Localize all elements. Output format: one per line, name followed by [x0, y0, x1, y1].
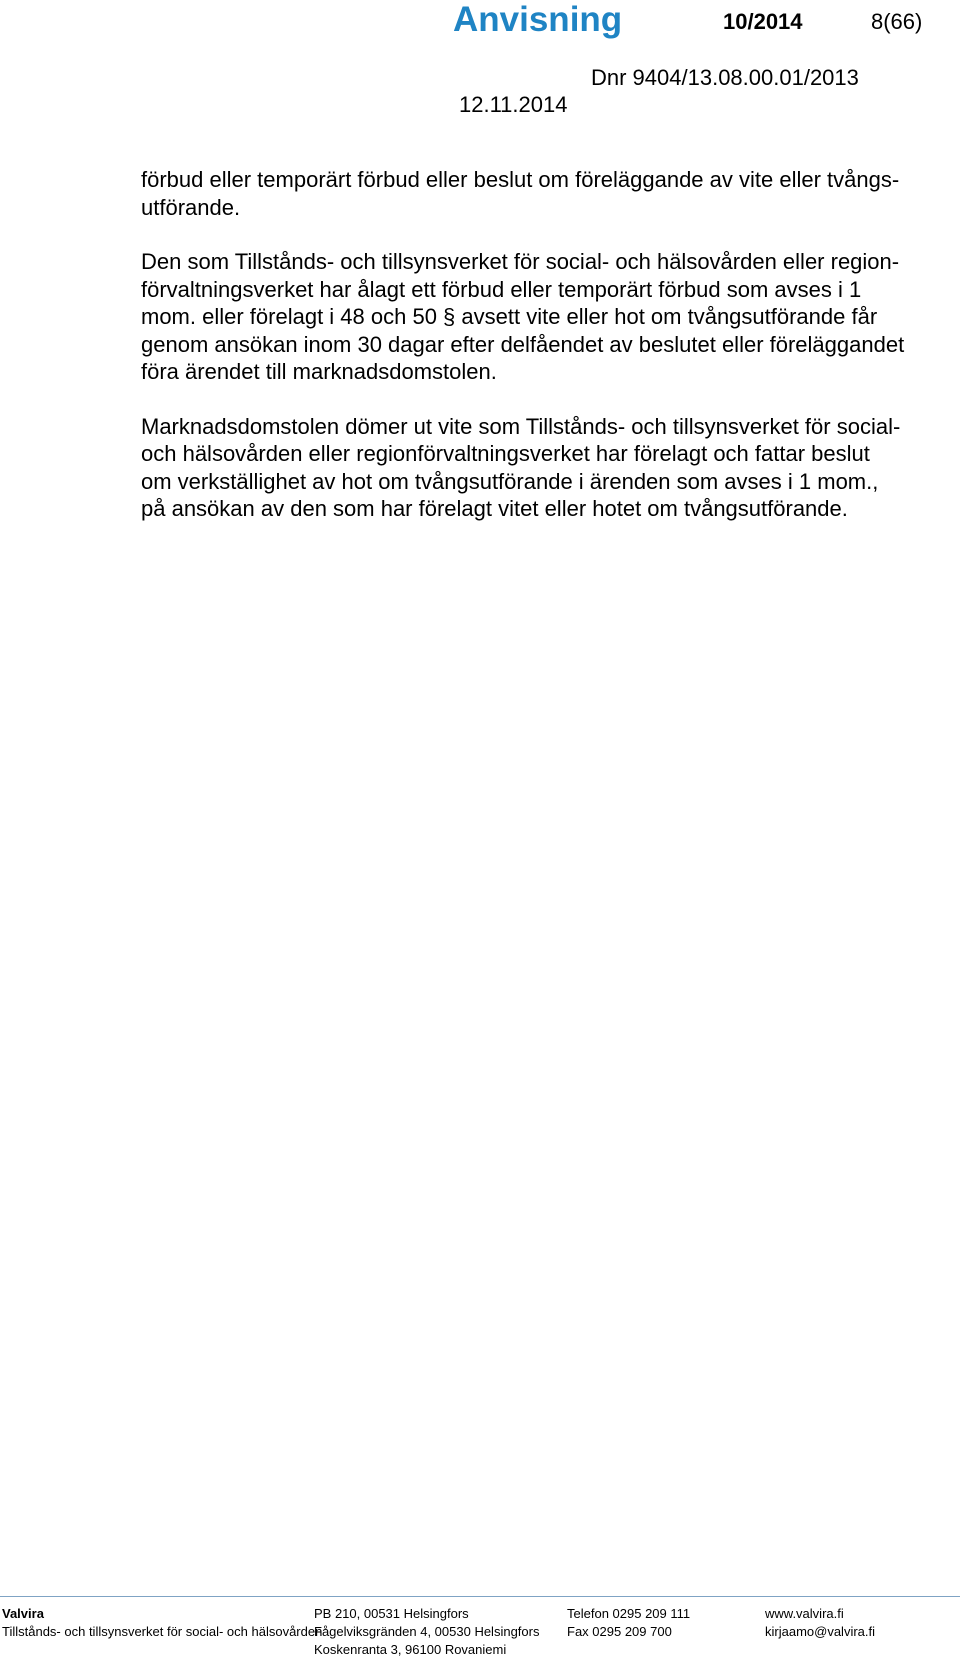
footer-address-1: PB 210, 00531 Helsingfors: [314, 1606, 469, 1621]
document-date: 12.11.2014: [459, 92, 568, 117]
paragraph-3: [141, 413, 953, 523]
text-line: Den som Tillstånds- och tillsynsverket för social- och hälsovården eller region-: [141, 249, 900, 274]
footer-fax: Fax 0295 209 700: [567, 1624, 672, 1639]
footer-website-link[interactable]: www.valvira.fi: [765, 1606, 844, 1621]
text-line: och hälsovården eller regionförvaltningsverket har förelagt och fattar beslut: [141, 441, 870, 466]
text-line: förbud eller temporärt förbud eller beslut om föreläggande av vite eller tvångs-: [141, 167, 900, 192]
document-number: 10/2014: [723, 9, 803, 34]
body-text: [141, 166, 953, 550]
registration-number: Dnr 9404/13.08.00.01/2013: [591, 65, 859, 90]
text-line: om verkställighet av hot om tvångsutförande i ärenden som avses i 1 mom.,: [141, 468, 879, 494]
page-number: 8(66): [871, 9, 923, 34]
footer-address-3: Koskenranta 3, 96100 Rovaniemi: [314, 1642, 507, 1657]
text-line: mom. eller förelagt i 48 och 50 § avsett vite eller hot om tvångsutförande får: [141, 304, 878, 329]
text-line: Marknadsdomstolen dömer ut vite som Tillstånds- och tillsynsverket för social-: [141, 413, 901, 439]
footer-org-name: Valvira: [2, 1606, 44, 1621]
text-line: föra ärendet till marknadsdomstolen.: [141, 359, 497, 384]
text-line: genom ansökan inom 30 dagar efter delfåendet av beslutet eller föreläggandet: [141, 331, 905, 357]
footer-phone: Telefon 0295 209 111: [567, 1606, 691, 1621]
footer-address-2: Fågelviksgränden 4, 00530 Helsingfors: [314, 1624, 540, 1639]
footer-email-link[interactable]: kirjaamo@valvira.fi: [765, 1624, 875, 1639]
paragraph-2: [141, 248, 953, 386]
footer-org-full: Tillstånds- och tillsynsverket för social- och hälsovården: [2, 1624, 323, 1639]
text-line: på ansökan av den som har förelagt vitet eller hotet om tvångsutförande.: [141, 496, 848, 521]
footer-divider: [0, 1596, 960, 1597]
text-line: utförande.: [141, 194, 241, 220]
text-line: förvaltningsverket har ålagt ett förbud eller temporärt förbud som avses i 1: [141, 276, 862, 302]
paragraph-1: [141, 166, 953, 221]
document-type-title: Anvisning: [453, 0, 623, 39]
